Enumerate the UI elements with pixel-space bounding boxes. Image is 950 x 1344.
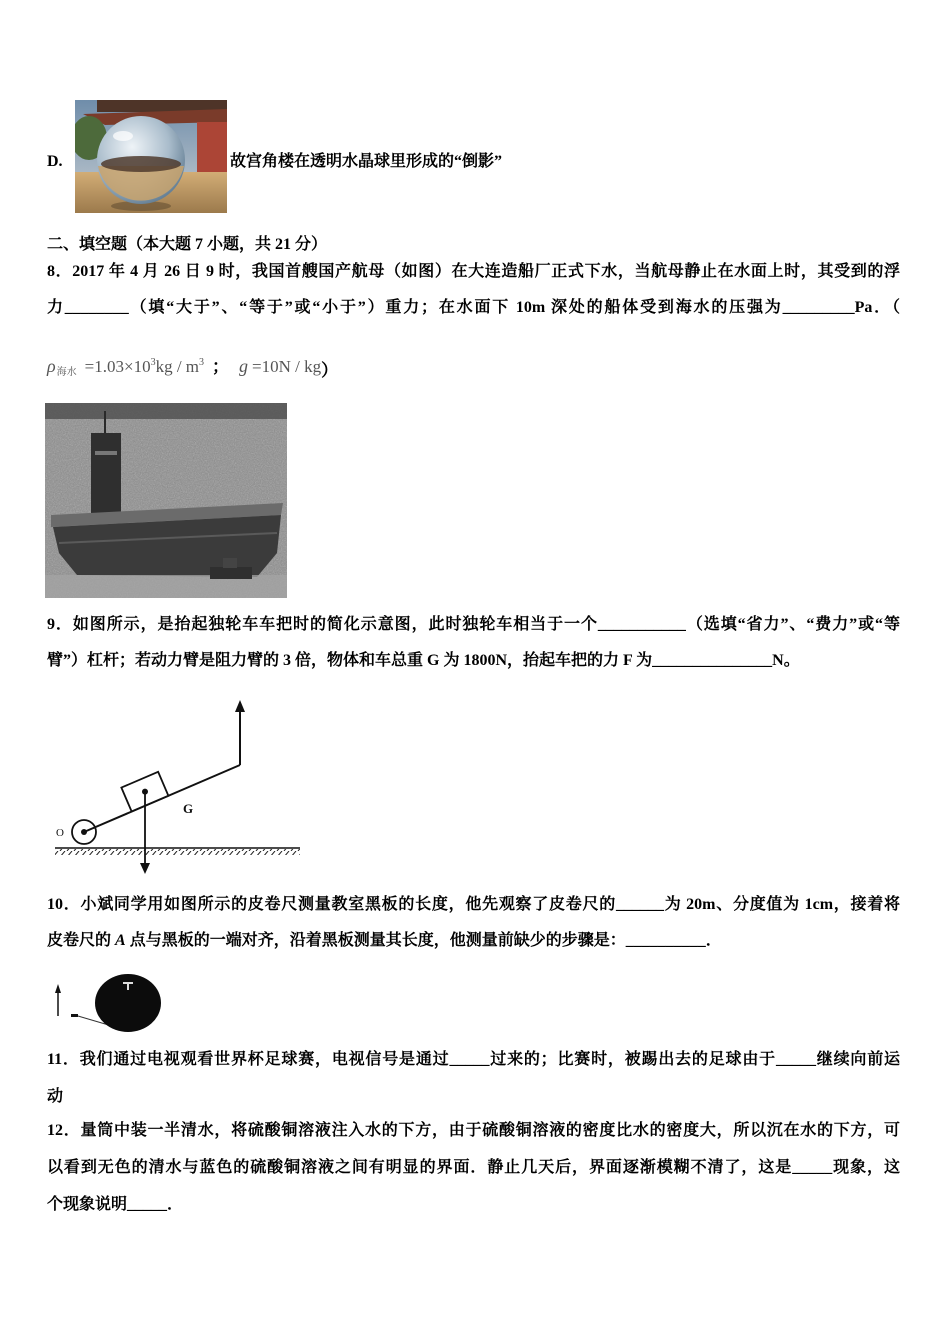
q11-line-1: 11．我们通过电视观看世界杯足球赛，电视信号是通过_____过来的；比赛时，被踢出去的足球由于_____继续向前运 — [47, 1051, 900, 1068]
q10-line-2-end: 点与黑板的一端对齐，沿着黑板测量其长度，他测量前缺少的步骤是：__________． — [125, 932, 722, 949]
force-arrow-up-icon — [235, 700, 245, 712]
tape-end-mark — [71, 1014, 78, 1017]
q12-line-2: 以看到无色的清水与蓝色的硫酸铜溶液之间有明显的界面．静止几天后，界面逐渐模糊不清了，这是_____现象，这 — [47, 1159, 900, 1176]
crystal-ball-photo — [75, 100, 227, 213]
g-value: =10N / kg — [252, 357, 322, 376]
ball-highlight — [113, 131, 133, 141]
formula-separator: ； — [212, 357, 230, 376]
tape-measure-photo — [50, 970, 170, 1035]
q12-line-3: 个现象说明_____． — [47, 1196, 184, 1213]
q8-line-1: 8．2017 年 4 月 26 日 9 时，我国首艘国产航母（如图）在大连造船厂正式下水，当航母静止在水面上时，其受到的浮 — [47, 263, 900, 280]
aircraft-carrier-photo — [45, 403, 287, 598]
tugboat-hull — [210, 567, 252, 579]
wheelbarrow-lever-diagram — [45, 695, 310, 877]
distant-shore — [45, 403, 287, 419]
section-heading: 二、填空题（本大题 7 小题，共 21 分） — [47, 236, 328, 253]
red-wall — [197, 122, 227, 174]
q10-line-2 — [47, 930, 900, 952]
q8-formula — [47, 349, 339, 380]
island-superstructure — [91, 433, 121, 515]
q10-line-2-start: 皮卷尺的 — [47, 932, 116, 949]
option-d-label: D. — [47, 153, 63, 170]
q10-line-1: 10．小斌同学用如图所示的皮卷尺测量教室黑板的长度，他先观察了皮卷尺的______为 20m、分度值为 1cm，接着将 — [47, 896, 900, 913]
g-symbol: g — [239, 356, 249, 376]
density-unit-exponent: 3 — [199, 357, 205, 368]
option-d-caption: 故宫角楼在透明水晶球里形成的“倒影” — [230, 153, 503, 170]
formula-close-paren: ） — [321, 361, 339, 380]
density-value: =1.03×10 — [84, 357, 151, 376]
rho-symbol: ρ — [47, 356, 56, 376]
q12-line-1: 12．量筒中装一半清水，将硫酸铜溶液注入水的下方，由于硫酸铜溶液的密度比水的密度大，所以沉在水的下方，可 — [47, 1122, 900, 1139]
density-unit: kg / m — [155, 357, 200, 376]
density-exponent: 3 — [150, 357, 156, 368]
q9-line-1: 9．如图所示，是抬起独轮车车把时的简化示意图，此时独轮车相当于一个___________（选填“省力”、“费力”或“等 — [47, 616, 900, 633]
rho-subscript: 海水 — [56, 367, 77, 378]
reel-mark — [123, 982, 133, 984]
reel-mark-stem — [127, 984, 129, 990]
q9-line-2: 臂”）杠杆；若动力臂是阻力臂的 3 倍，物体和车总重 G 为 1800N，抬起车把的力 F 为_______________N。 — [47, 652, 800, 669]
island-windows — [95, 451, 117, 455]
ground-hatching — [55, 849, 300, 855]
gravity-label-g: G — [183, 801, 194, 816]
pivot-label-o: O — [56, 827, 64, 839]
point-a-label: A — [115, 932, 126, 949]
q8-line-2: 力________（填“大于”、“等于”或“小于”）重力；在水面下 10m 深处的船体受到海水的压强为_________Pa．（ — [47, 299, 900, 316]
tugboat-cabin — [223, 558, 237, 568]
tape-arrow-up-icon — [55, 984, 61, 993]
q11-line-2: 动 — [47, 1088, 64, 1105]
gravity-arrow-down-icon — [140, 863, 150, 874]
ball-reflection-building — [101, 156, 181, 172]
